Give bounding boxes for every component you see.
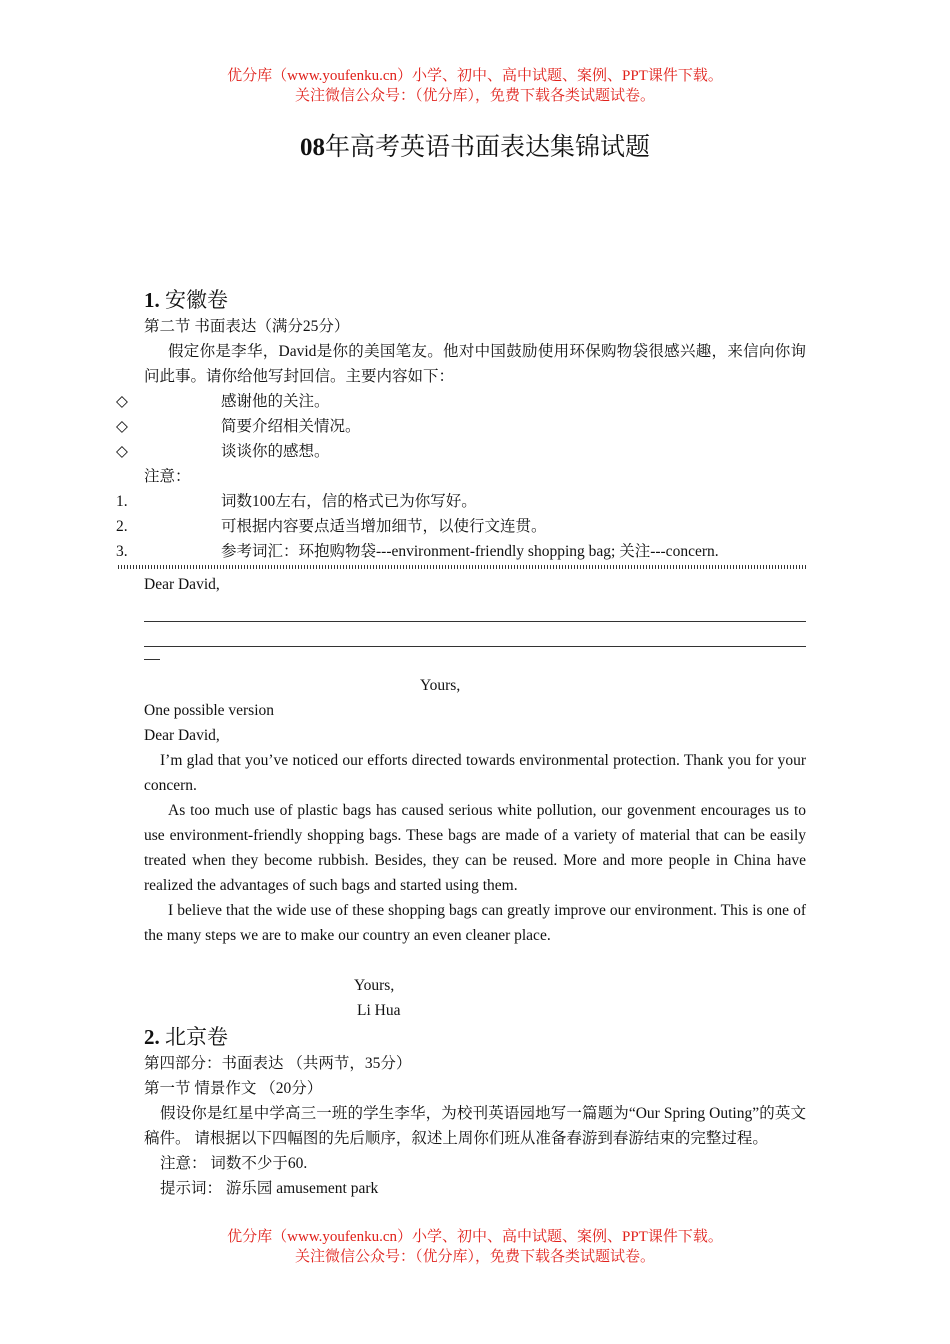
title-number: 08 — [299, 134, 325, 161]
bullet-text: 谈谈你的感想。 — [221, 443, 330, 460]
section-2-subpart: 第一节 情景作文 （20分） — [144, 1080, 323, 1097]
spacer — [144, 948, 806, 973]
note-number: 2. — [116, 518, 128, 535]
footer-line-1: 优分库（www.youfenku.cn）小学、初中、高中试题、案例、PPT课件下载。 — [227, 1229, 723, 1245]
diamond-icon: ◇ — [116, 393, 128, 410]
note-text: 词数100左右，信的格式已为你写好。 — [221, 493, 477, 510]
page-footer — [0, 1227, 950, 1267]
section-1-number: 1. — [144, 288, 160, 312]
section-2-hint: 提示词： 游乐园 amusement park — [160, 1180, 379, 1197]
header-line-1: 优分库（www.youfenku.cn）小学、初中、高中试题、案例、PPT课件下载。 — [227, 68, 723, 84]
footer-line-2: 关注微信公众号：（优分库），免费下载各类试题试卷。 — [294, 1249, 655, 1265]
bullet-item — [116, 439, 806, 464]
note-text: 参考词汇：环抱购物袋---environment-friendly shopping bag; 关注---concern. — [221, 543, 719, 560]
writing-line — [144, 622, 806, 647]
note-item — [116, 514, 806, 539]
letter-closing: Yours, — [354, 977, 395, 994]
writing-line-end — [144, 647, 160, 660]
page-title — [0, 132, 950, 164]
section-1-part: 第二节 书面表达（满分25分） — [144, 318, 350, 335]
section-2-number: 2. — [144, 1025, 160, 1049]
note-text: 可根据内容要点适当增加细节，以使行文连贯。 — [221, 518, 547, 535]
notes-label: 注意： — [144, 468, 191, 485]
bullet-text: 简要介绍相关情况。 — [221, 418, 361, 435]
letter-salutation: Dear David, — [144, 727, 220, 744]
dotted-divider — [118, 565, 806, 569]
blank-letter-salutation: Dear David, — [144, 576, 220, 593]
bullet-item — [116, 389, 806, 414]
letter-paragraph: As too much use of plastic bags has caused serious white pollution, our govenment encourages us to use environment-friendly shopping bags. These bags are made of a variety of material that can be easily treated when they become rubbish. Besides, they can be reused. More and more people in China have realized the advantages of such bags and started using them. — [144, 802, 806, 894]
page-header — [0, 66, 950, 106]
section-1-heading — [144, 286, 806, 314]
note-item — [116, 539, 806, 564]
note-number: 3. — [116, 543, 128, 560]
letter-paragraph: I’m glad that you’ve noticed our efforts directed towards environmental protection. Thank you for your concern. — [144, 752, 806, 794]
bullet-text: 感谢他的关注。 — [221, 393, 330, 410]
section-2-part: 第四部分：书面表达 （共两节，35分） — [144, 1055, 412, 1072]
document-body — [116, 286, 806, 1201]
letter-paragraph: I believe that the wide use of these shopping bags can greatly improve our environment. This is one of the many steps we are to make our country an even cleaner place. — [144, 902, 806, 944]
letter-signature: Li Hua — [357, 1002, 401, 1019]
section-1-prompt: 假定你是李华，David是你的美国笔友。他对中国鼓励使用环保购物袋很感兴趣，来信向你询问此事。请你给他写封回信。主要内容如下： — [144, 343, 806, 385]
section-1-name: 安徽卷 — [165, 288, 228, 312]
section-2-note: 注意： 词数不少于60. — [160, 1155, 308, 1172]
bullet-item — [116, 414, 806, 439]
version-label: One possible version — [144, 702, 275, 719]
title-text: 年高考英语书面表达集锦试题 — [324, 134, 650, 161]
writing-line — [144, 597, 806, 622]
note-number: 1. — [116, 493, 128, 510]
section-2-prompt: 假设你是红星中学高三一班的学生李华，为校刊英语园地写一篇题为“Our Spring Outing”的英文稿件。 请根据以下四幅图的先后顺序，叙述上周你们班从准备春游到春游结束的完整过程。 — [144, 1105, 806, 1147]
header-line-2: 关注微信公众号：（优分库），免费下载各类试题试卷。 — [294, 88, 655, 104]
section-2-name: 北京卷 — [165, 1025, 228, 1049]
diamond-icon: ◇ — [116, 418, 128, 435]
blank-letter-closing: Yours, — [420, 677, 461, 694]
section-2-heading — [144, 1023, 806, 1051]
note-item — [116, 489, 806, 514]
diamond-icon: ◇ — [116, 443, 128, 460]
